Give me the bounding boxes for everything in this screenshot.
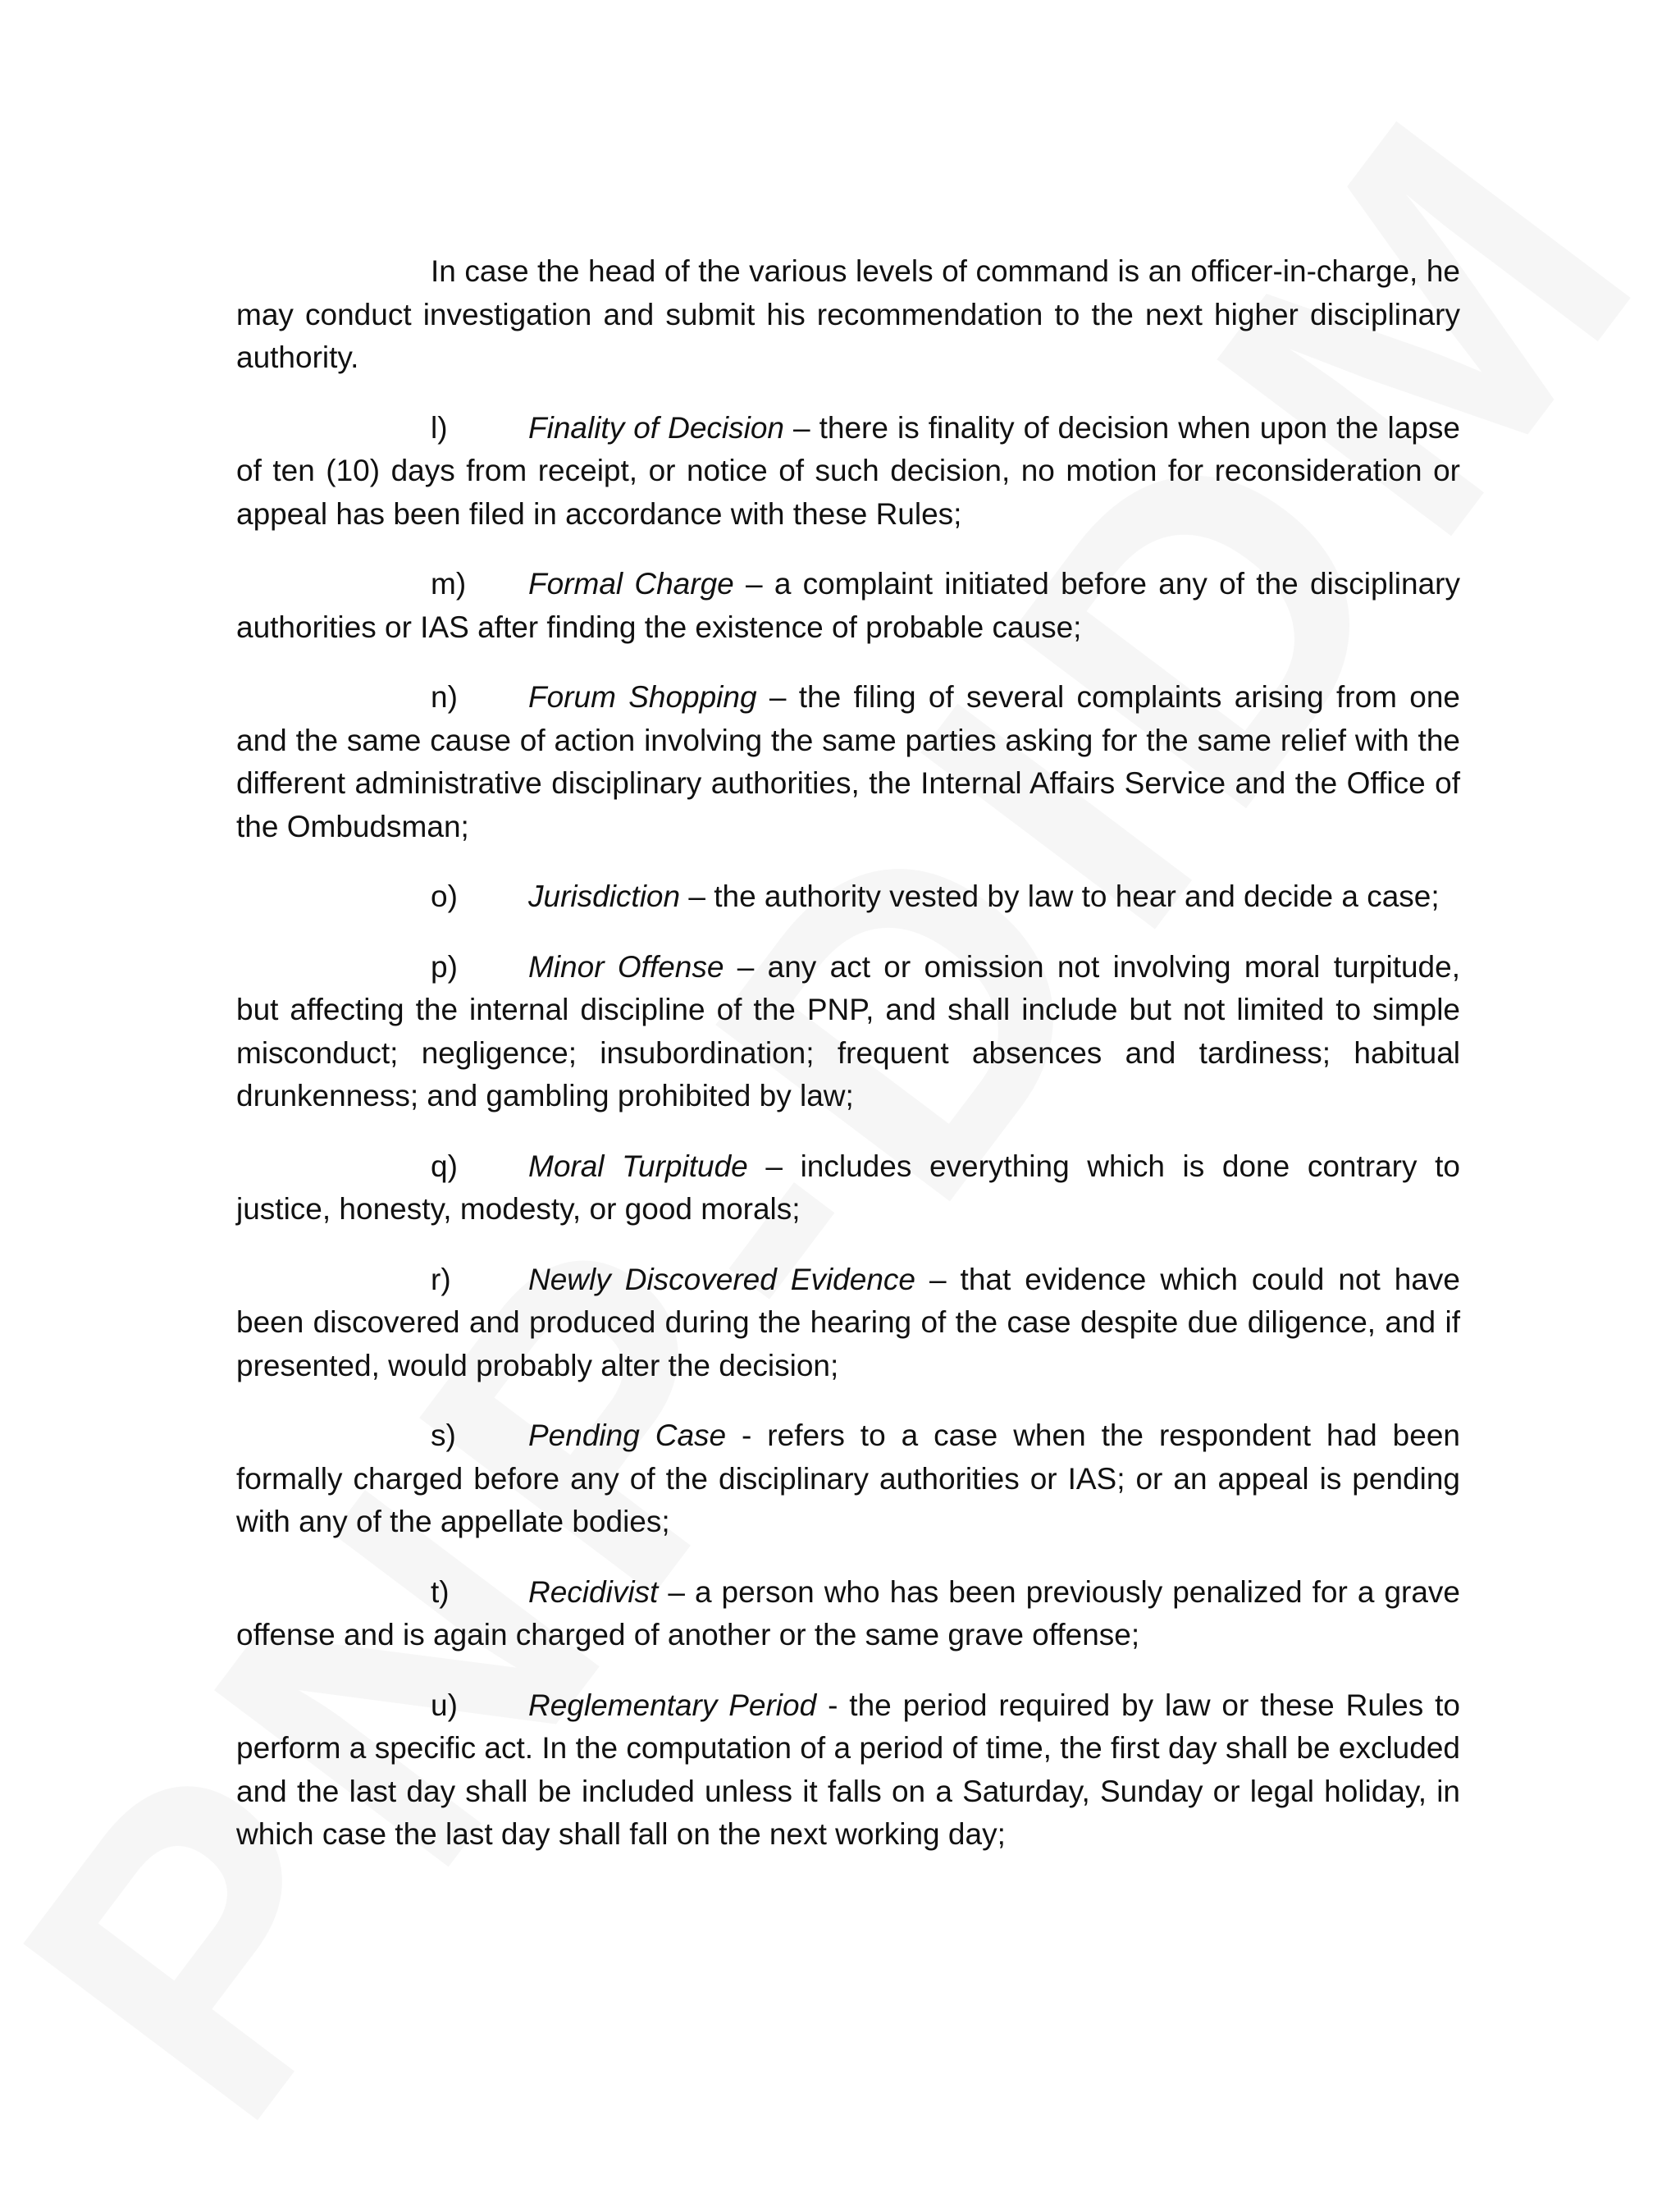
definition-letter: o) [431,879,458,913]
definition-text: – includes everything which is done contrary to justice, honesty, modesty, or good morals; [236,1149,1460,1226]
definition-text: – that evidence which could not have been discovered and produced during the hearing of the case despite due diligence, and if presented, would probably alter the decision; [236,1262,1460,1382]
definition-letter: t) [431,1574,450,1609]
definition-letter: p) [431,949,458,984]
definition-term: Reglementary Period [528,1688,817,1722]
definition-reglementary-period [236,1684,1460,1857]
definition-finality-of-decision [236,407,1460,537]
definition-moral-turpitude [236,1145,1460,1231]
definition-newly-discovered-evidence [236,1259,1460,1388]
document-body [236,250,1460,1884]
definition-text: - refers to a case when the respondent had been formally charged before any of the disciplinary authorities or IAS; or an appeal is pending with any of the appellate bodies; [236,1419,1460,1538]
definition-letter: u) [431,1688,458,1722]
definition-term: Forum Shopping [528,680,757,714]
definition-term: Recidivist [528,1574,659,1609]
definition-term: Minor Offense [528,949,724,984]
definition-term: Formal Charge [528,567,734,601]
definition-text: – a person who has been previously penalized for a grave offense and is again charged of another or the same grave offense; [236,1574,1460,1652]
definition-pending-case [236,1414,1460,1544]
definition-letter: r) [431,1262,451,1296]
definition-letter: m) [431,567,467,601]
definition-letter: s) [431,1419,456,1452]
definition-term: Finality of Decision [528,410,784,445]
definition-term: Jurisdiction [528,879,681,913]
intro-paragraph: In case the head of the various levels of command is an officer-in-charge, he may conduct investigation and submit his recommendation to the next higher disciplinary authority. [236,254,1460,374]
definition-formal-charge [236,563,1460,649]
definition-term: Pending Case [528,1419,727,1452]
definition-term: Moral Turpitude [528,1149,748,1183]
definition-text: – there is finality of decision when upon the lapse of ten (10) days from receipt, or notice of such decision, no motion for reconsideration or appeal has been filed in accordance with these Rules; [236,410,1460,531]
definition-letter: n) [431,680,458,714]
definition-recidivist [236,1571,1460,1657]
definition-term: Newly Discovered Evidence [528,1262,915,1296]
definition-text: – the filing of several complaints arising from one and the same cause of action involving the same parties asking for the same relief with the different administrative disciplinary authorities, the Internal Affairs Service and the Office of the Ombudsman; [236,680,1460,843]
definition-forum-shopping [236,676,1460,848]
definition-letter: l) [431,410,448,445]
definition-letter: q) [431,1149,458,1183]
definition-text: – any act or omission not involving moral turpitude, but affecting the internal discipline of the PNP, and shall include but not limited to simple misconduct; negligence; insubordination; frequent absences and tardiness; habitual drunkenness; and gambling prohibited by law; [236,949,1460,1112]
definition-jurisdiction [236,875,1460,919]
definition-text: – a complaint initiated before any of the disciplinary authorities or IAS after finding the existence of probable cause; [236,567,1460,644]
definition-minor-offense [236,946,1460,1118]
definition-text: – the authority vested by law to hear and decide a case; [680,879,1440,913]
definition-text: - the period required by law or these Rules to perform a specific act. In the computation of a period of time, the first day shall be excluded and the last day shall be included unless it falls on a Saturday, Sunday or legal holiday, in which case the last day shall fall on the next working day; [236,1688,1460,1851]
